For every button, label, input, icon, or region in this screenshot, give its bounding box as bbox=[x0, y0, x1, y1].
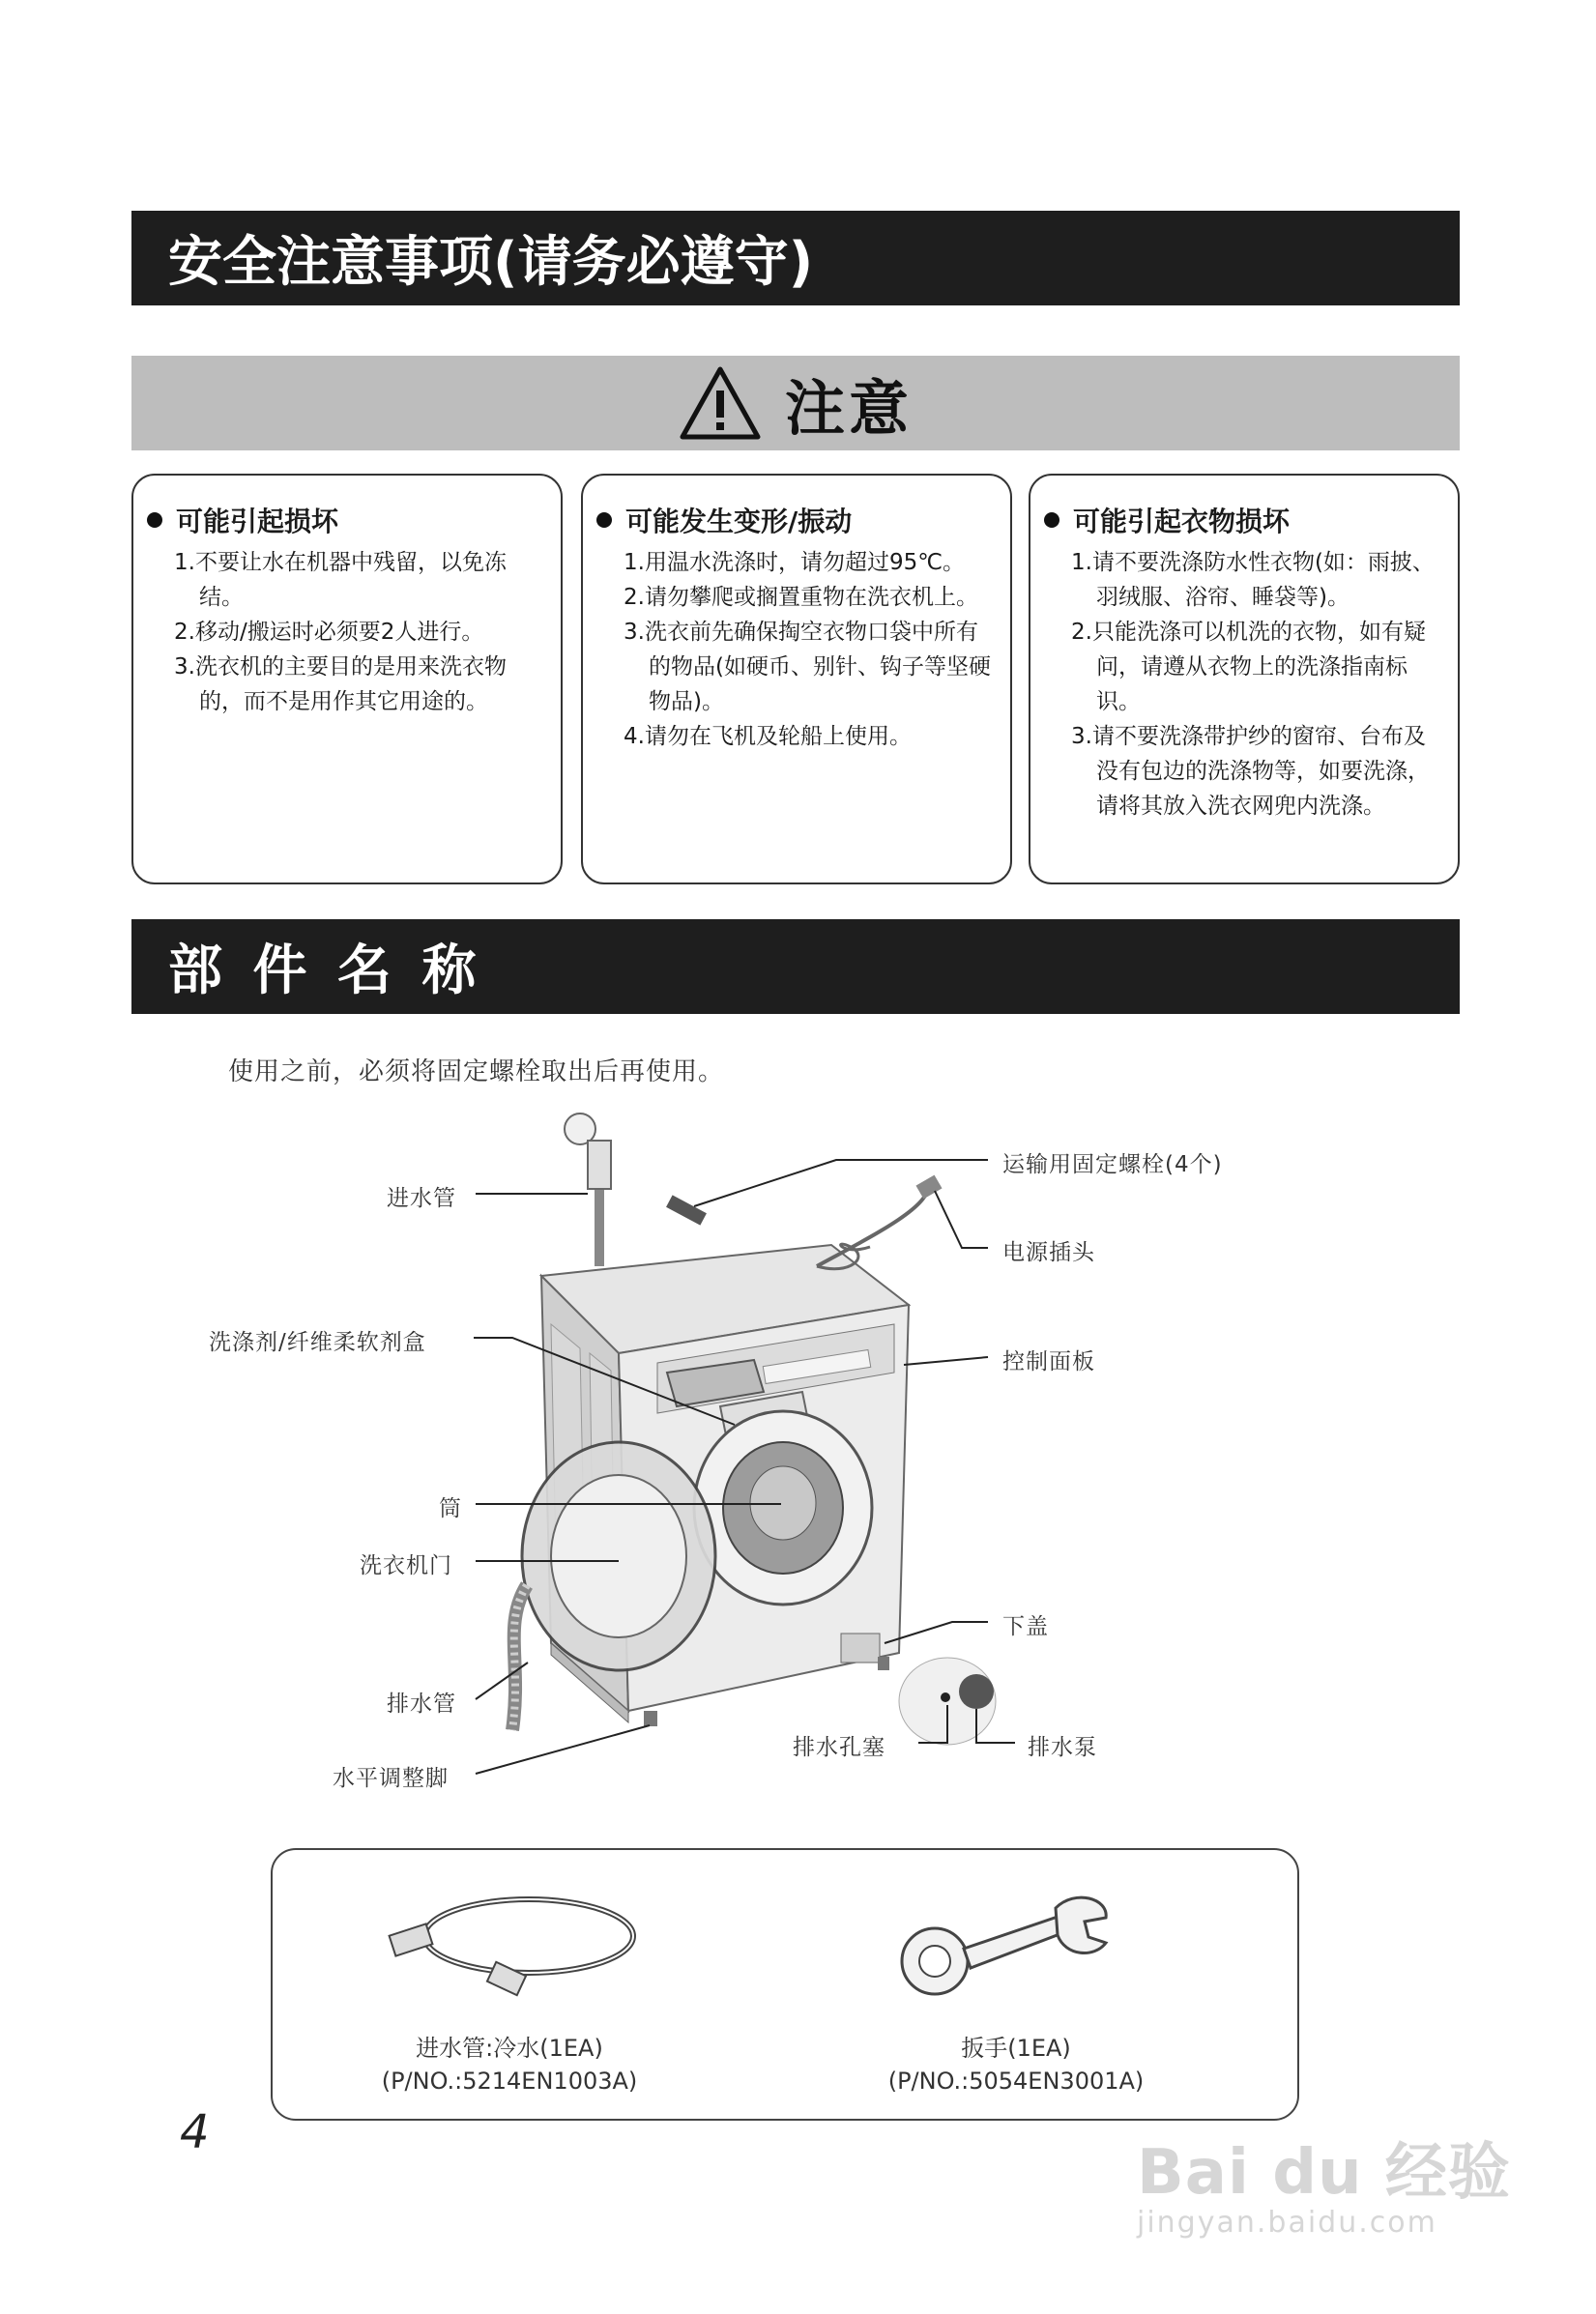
washing-machine-illustration bbox=[512, 1114, 996, 1745]
label-detergent-drawer: 洗涤剂/纤维柔软剂盒 bbox=[209, 1330, 426, 1355]
inlet-hose-accessory-icon bbox=[384, 1893, 645, 1999]
label-control-panel: 控制面板 bbox=[1002, 1349, 1095, 1374]
caution-card-deformation bbox=[581, 474, 1012, 884]
accessory-name: 扳手(1EA) bbox=[961, 2035, 1071, 2062]
list-item: 1.请不要洗涤防水性衣物(如：雨披、羽绒服、浴帘、睡袋等)。 bbox=[1071, 550, 1435, 610]
accessory-caption-inlet-hose bbox=[350, 2032, 669, 2097]
accessories-box bbox=[271, 1848, 1299, 2121]
accessory-name: 进水管:冷水(1EA) bbox=[416, 2035, 603, 2062]
page-number: 4 bbox=[180, 2105, 210, 2159]
accessory-caption-wrench bbox=[856, 2032, 1175, 2097]
label-drum: 筒 bbox=[439, 1496, 462, 1521]
label-drain-hose: 排水管 bbox=[387, 1692, 456, 1717]
label-lower-cover: 下盖 bbox=[1002, 1614, 1049, 1639]
caution-card-clothing bbox=[1029, 474, 1460, 884]
label-drain-plug: 排水孔塞 bbox=[793, 1735, 885, 1760]
card-heading bbox=[1044, 501, 1440, 539]
card-heading bbox=[147, 501, 543, 539]
list-item: 1.不要让水在机器中残留，以免冻结。 bbox=[174, 550, 507, 610]
bullet-icon bbox=[1044, 512, 1059, 528]
parts-section-title: 部 件 名 称 bbox=[168, 940, 482, 1002]
bullet-icon bbox=[147, 512, 162, 528]
card-list bbox=[596, 545, 993, 754]
accessory-part-number: (P/NO.:5214EN1003A) bbox=[381, 2068, 638, 2095]
safety-section-header bbox=[131, 211, 1460, 305]
label-leveling-feet: 水平调整脚 bbox=[333, 1766, 449, 1791]
card-list bbox=[147, 545, 543, 719]
list-item: 3.请不要洗涤带护纱的窗帘、台布及没有包边的洗涤物等，如要洗涤，请将其放入洗衣网兜内洗涤。 bbox=[1071, 724, 1430, 819]
caution-banner bbox=[131, 356, 1460, 450]
list-item: 4.请勿在飞机及轮船上使用。 bbox=[624, 724, 912, 749]
watermark-logo: Bai du 经验 bbox=[1137, 2137, 1511, 2209]
label-transport-bolts: 运输用固定螺栓(4个) bbox=[1002, 1152, 1223, 1177]
bullet-icon bbox=[596, 512, 612, 528]
warning-triangle-icon bbox=[679, 365, 762, 441]
label-door: 洗衣机门 bbox=[360, 1553, 452, 1578]
card-title: 可能发生变形/振动 bbox=[625, 506, 853, 537]
list-item: 3.洗衣前先确保掏空衣物口袋中所有的物品(如硬币、别针、钩子等坚硬物品)。 bbox=[624, 620, 991, 714]
washing-machine-diagram bbox=[0, 1102, 1596, 1798]
caution-card-damage bbox=[131, 474, 563, 884]
list-item: 1.用温水洗涤时，请勿超过95℃。 bbox=[624, 550, 966, 575]
caution-title: 注意 bbox=[784, 372, 913, 444]
parts-intro: 使用之前，必须将固定螺栓取出后再使用。 bbox=[228, 1057, 725, 1086]
card-title: 可能引起损坏 bbox=[176, 506, 339, 537]
label-drain-pump: 排水泵 bbox=[1028, 1735, 1097, 1760]
label-inlet-hose: 进水管 bbox=[387, 1186, 456, 1211]
wrench-accessory-icon bbox=[891, 1889, 1114, 2005]
accessory-part-number: (P/NO.:5054EN3001A) bbox=[887, 2068, 1145, 2095]
list-item: 2.移动/搬运时必须要2人进行。 bbox=[174, 620, 484, 645]
safety-section-title: 安全注意事项(请务必遵守) bbox=[168, 231, 814, 294]
list-item: 3.洗衣机的主要目的是用来洗衣物的，而不是用作其它用途的。 bbox=[174, 654, 507, 714]
label-power-plug: 电源插头 bbox=[1002, 1240, 1095, 1265]
card-list bbox=[1044, 545, 1440, 824]
list-item: 2.只能洗涤可以机洗的衣物，如有疑问，请遵从衣物上的洗涤指南标识。 bbox=[1071, 620, 1426, 714]
list-item: 2.请勿攀爬或搁置重物在洗衣机上。 bbox=[624, 585, 978, 610]
parts-section-header bbox=[131, 919, 1460, 1014]
card-heading bbox=[596, 501, 993, 539]
card-title: 可能引起衣物损坏 bbox=[1073, 506, 1291, 537]
watermark-url: jingyan.baidu.com bbox=[1137, 2206, 1437, 2240]
